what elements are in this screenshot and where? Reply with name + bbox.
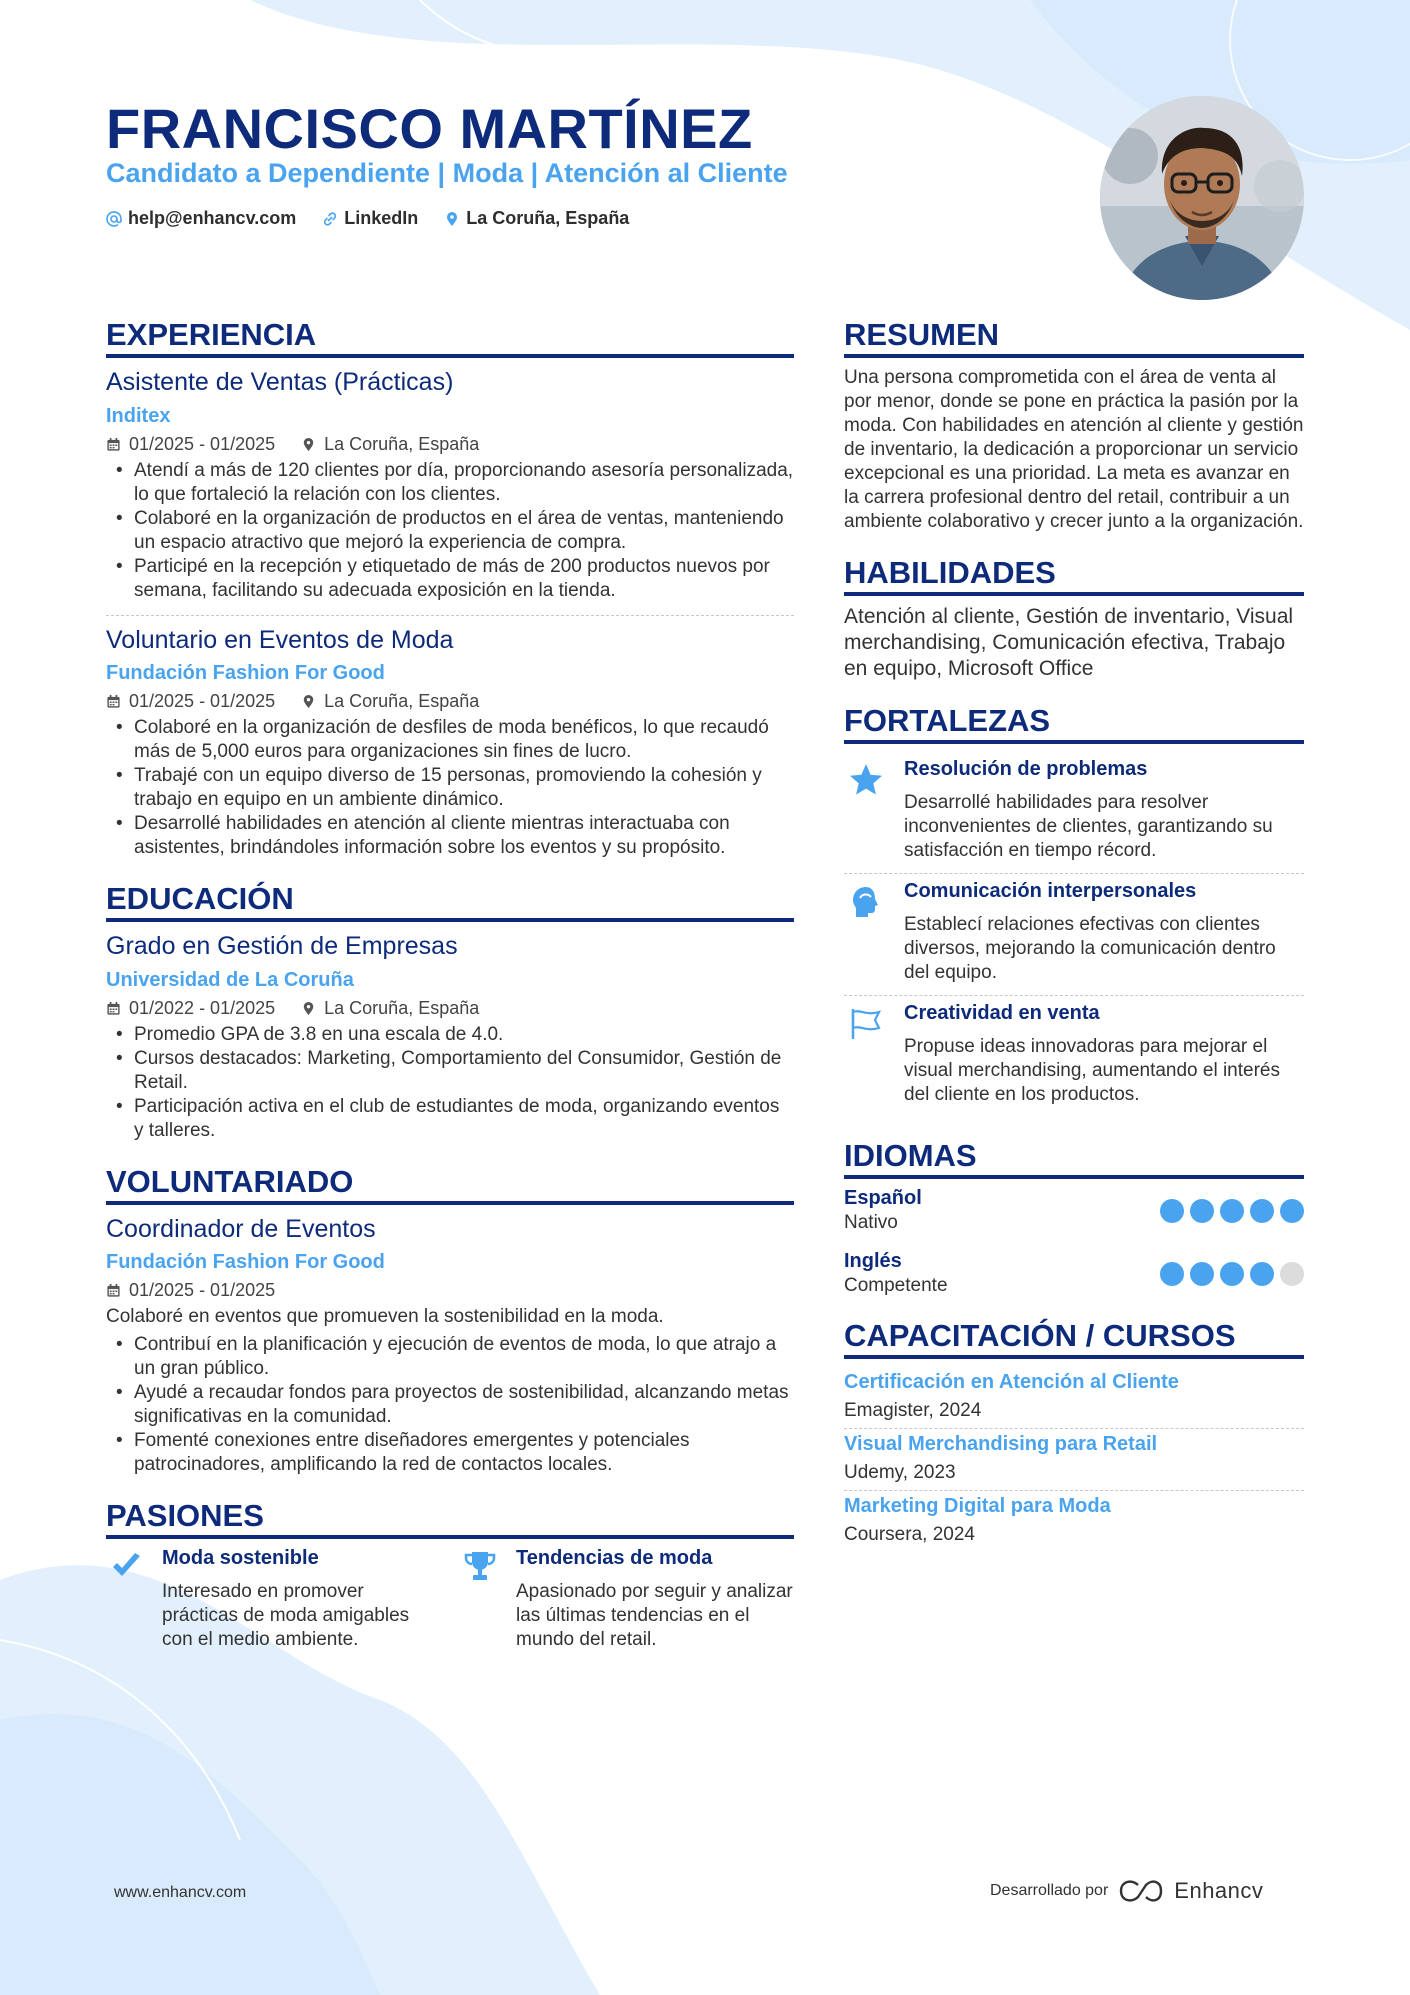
passion-item bbox=[106, 1547, 440, 1652]
course-item bbox=[844, 1491, 1304, 1552]
rating-dot-filled bbox=[1160, 1199, 1184, 1223]
course-meta: Coursera, 2024 bbox=[844, 1524, 975, 1546]
language-item bbox=[844, 1187, 1304, 1234]
contact-email[interactable] bbox=[106, 208, 296, 229]
entry-location: La Coruña, España bbox=[324, 997, 480, 1018]
bullet-list bbox=[106, 1023, 794, 1143]
rating-dot-filled bbox=[1280, 1199, 1304, 1223]
link-icon bbox=[322, 211, 338, 227]
strength-title: Creatividad en venta bbox=[904, 1002, 1100, 1025]
course-title: Certificación en Atención al Cliente bbox=[844, 1371, 1179, 1394]
bullet-item: • Atendí a más de 120 clientes por día, proporcionando asesoría personalizada, lo que fortaleció la relación con los clientes. bbox=[106, 459, 794, 507]
candidate-subtitle: Candidato a Dependiente | Moda | Atención al Cliente bbox=[106, 158, 788, 188]
course-title: Visual Merchandising para Retail bbox=[844, 1433, 1158, 1456]
bullet-list bbox=[106, 716, 794, 860]
strength-text: Propuse ideas innovadoras para mejorar el visual merchandising, aumentando el interés del cliente en los productos. bbox=[904, 1036, 1280, 1106]
rating-dot-filled bbox=[1220, 1199, 1244, 1223]
languages-section bbox=[844, 1139, 1304, 1297]
entry-meta bbox=[106, 1280, 794, 1301]
section-title: RESUMEN bbox=[844, 318, 1304, 358]
entry-dates: 01/2025 - 01/2025 bbox=[129, 433, 276, 454]
strength-text: Desarrollé habilidades para resolver inconvenientes de clientes, garantizando su satisfacción en tiempo récord. bbox=[904, 792, 1273, 862]
bullet-item: • Colaboré en la organización de productos en el área de ventas, manteniendo un espacio atractivo que mejoró la experiencia de compra. bbox=[106, 507, 794, 555]
location-text: La Coruña, España bbox=[466, 208, 630, 228]
language-level: Competente bbox=[844, 1275, 948, 1297]
language-rating bbox=[1160, 1262, 1304, 1286]
footer-website[interactable]: www.enhancv.com bbox=[114, 1884, 247, 1901]
company-name: Inditex bbox=[106, 404, 171, 427]
avatar bbox=[1100, 96, 1304, 300]
trophy-icon bbox=[463, 1549, 497, 1583]
entry-location: La Coruña, España bbox=[324, 691, 480, 712]
entry-divider bbox=[106, 615, 794, 616]
section-title: VOLUNTARIADO bbox=[106, 1165, 794, 1205]
contact-linkedin[interactable] bbox=[322, 208, 418, 229]
location-pin-icon bbox=[301, 437, 316, 452]
calendar-icon bbox=[106, 1001, 121, 1016]
passions-list bbox=[106, 1547, 794, 1652]
section-title: CAPACITACIÓN / CURSOS bbox=[844, 1319, 1304, 1359]
contact-location bbox=[444, 208, 629, 229]
education-section bbox=[106, 882, 794, 1143]
volunteer-role: Coordinador de Eventos bbox=[106, 1214, 376, 1243]
passion-text: Interesado en promover prácticas de moda amigables con el medio ambiente. bbox=[162, 1581, 410, 1651]
rating-dot-filled bbox=[1250, 1262, 1274, 1286]
section-title: HABILIDADES bbox=[844, 556, 1304, 596]
course-title: Marketing Digital para Moda bbox=[844, 1495, 1111, 1518]
course-item bbox=[844, 1429, 1304, 1490]
entry-meta bbox=[106, 691, 794, 712]
rating-dot-filled bbox=[1160, 1262, 1184, 1286]
right-column bbox=[844, 318, 1304, 1574]
location-pin-icon bbox=[301, 1001, 316, 1016]
bullet-item: • Contribuí en la planificación y ejecución de eventos de moda, lo que atrajo a un gran público. bbox=[106, 1333, 794, 1381]
left-column bbox=[106, 318, 794, 1674]
email-text: help@enhancv.com bbox=[128, 208, 297, 228]
job-title: Asistente de Ventas (Prácticas) bbox=[106, 368, 454, 397]
at-icon bbox=[106, 211, 122, 227]
degree-title: Grado en Gestión de Empresas bbox=[106, 932, 458, 961]
entry-dates: 01/2025 - 01/2025 bbox=[129, 1280, 276, 1301]
bullet-list bbox=[106, 459, 794, 603]
bullet-item: • Participación activa en el club de estudiantes de moda, organizando eventos y talleres. bbox=[106, 1095, 794, 1143]
strength-item bbox=[844, 874, 1304, 995]
course-meta: Emagister, 2024 bbox=[844, 1400, 982, 1422]
rating-dot-filled bbox=[1190, 1262, 1214, 1286]
entry-location: La Coruña, España bbox=[324, 433, 480, 454]
footer-branding bbox=[990, 1878, 1263, 1904]
strength-text: Establecí relaciones efectivas con clientes diversos, mejorando la comunicación dentro del equipo. bbox=[904, 914, 1276, 984]
star-icon bbox=[848, 762, 884, 798]
course-meta: Udemy, 2023 bbox=[844, 1462, 956, 1484]
experience-section bbox=[106, 318, 794, 860]
location-pin-icon bbox=[444, 211, 460, 227]
powered-by-text: Desarrollado por bbox=[990, 1882, 1109, 1899]
language-name: Español bbox=[844, 1187, 922, 1210]
entry-meta bbox=[106, 434, 794, 455]
passion-item bbox=[460, 1547, 794, 1652]
brand-name: Enhancv bbox=[1174, 1878, 1264, 1903]
rating-dot-filled bbox=[1190, 1199, 1214, 1223]
passion-title: Moda sostenible bbox=[162, 1547, 319, 1570]
strength-item bbox=[844, 752, 1304, 873]
calendar-icon bbox=[106, 1283, 121, 1298]
skills-section bbox=[844, 556, 1304, 682]
skills-text: Atención al cliente, Gestión de inventario, Visual merchandising, Comunicación efectiva, Trabajo en equipo, Microsoft Office bbox=[844, 605, 1294, 681]
job-title: Voluntario en Eventos de Moda bbox=[106, 625, 454, 654]
section-title: FORTALEZAS bbox=[844, 704, 1304, 744]
check-icon bbox=[109, 1549, 143, 1583]
section-title: PASIONES bbox=[106, 1499, 794, 1539]
language-level: Nativo bbox=[844, 1212, 898, 1234]
entry-description: Colaboré en eventos que promueven la sostenibilidad en la moda. bbox=[106, 1306, 664, 1328]
section-title: EXPERIENCIA bbox=[106, 318, 794, 358]
bullet-list bbox=[106, 1333, 794, 1477]
courses-section bbox=[844, 1319, 1304, 1552]
bullet-item: • Desarrollé habilidades en atención al cliente mientras interactuaba con asistentes, brindándoles información sobre los eventos y su propósito. bbox=[106, 812, 794, 860]
language-name: Inglés bbox=[844, 1250, 902, 1273]
linkedin-text: LinkedIn bbox=[344, 208, 419, 228]
rating-dot-filled bbox=[1250, 1199, 1274, 1223]
enhancv-logo-icon bbox=[1118, 1879, 1164, 1903]
section-title: IDIOMAS bbox=[844, 1139, 1304, 1179]
summary-text: Una persona comprometida con el área de venta al por menor, donde se pone en práctica la pasión por la moda. Con habilidades en atención al cliente y gestión de inventario, la dedicación a proporcionar un servicio excepcional es una prioridad. La meta es avanzar en la carrera profesional dentro del retail, contribuir a un ambiente colaborativo y crecer junto a la organización. bbox=[844, 367, 1304, 533]
passion-text: Apasionado por seguir y analizar las últimas tendencias en el mundo del retail. bbox=[516, 1581, 793, 1651]
passions-section bbox=[106, 1499, 794, 1652]
location-pin-icon bbox=[301, 694, 316, 709]
entry-meta bbox=[106, 998, 794, 1019]
strength-title: Resolución de problemas bbox=[904, 758, 1148, 781]
calendar-icon bbox=[106, 437, 121, 452]
course-item bbox=[844, 1367, 1304, 1428]
language-rating bbox=[1160, 1199, 1304, 1223]
school-name: Universidad de La Coruña bbox=[106, 968, 354, 991]
language-item bbox=[844, 1250, 1304, 1297]
organization-name: Fundación Fashion For Good bbox=[106, 1251, 385, 1274]
strength-item bbox=[844, 996, 1304, 1117]
company-name: Fundación Fashion For Good bbox=[106, 662, 385, 685]
bullet-item: • Promedio GPA de 3.8 en una escala de 4.0. bbox=[106, 1023, 794, 1047]
strength-title: Comunicación interpersonales bbox=[904, 880, 1197, 903]
contact-bar bbox=[106, 208, 629, 229]
bullet-item: • Cursos destacados: Marketing, Comportamiento del Consumidor, Gestión de Retail. bbox=[106, 1047, 794, 1095]
entry-dates: 01/2025 - 01/2025 bbox=[129, 691, 276, 712]
passion-title: Tendencias de moda bbox=[516, 1547, 713, 1570]
strengths-section bbox=[844, 704, 1304, 1117]
bullet-item: • Ayudé a recaudar fondos para proyectos de sostenibilidad, alcanzando metas significativas en la comunidad. bbox=[106, 1381, 794, 1429]
candidate-name: FRANCISCO MARTÍNEZ bbox=[106, 97, 753, 160]
bullet-item: • Trabajé con un equipo diverso de 15 personas, promoviendo la cohesión y trabajo en equipo en un ambiente dinámico. bbox=[106, 764, 794, 812]
experience-entry bbox=[106, 624, 794, 861]
head-icon bbox=[848, 884, 884, 920]
flag-icon bbox=[848, 1006, 884, 1042]
bullet-item: • Colaboré en la organización de desfiles de moda benéficos, lo que recaudó más de 5,000 euros para organizaciones sin fines de lucro. bbox=[106, 716, 794, 764]
bullet-item: • Fomenté conexiones entre diseñadores emergentes y potenciales patrocinadores, amplificando la red de contactos locales. bbox=[106, 1429, 794, 1477]
summary-section bbox=[844, 318, 1304, 534]
section-title: EDUCACIÓN bbox=[106, 882, 794, 922]
rating-dot-empty bbox=[1280, 1262, 1304, 1286]
bullet-item: • Participé en la recepción y etiquetado de más de 200 productos nuevos por semana, facilitando su adecuada exposición en la tienda. bbox=[106, 555, 794, 603]
volunteering-section bbox=[106, 1165, 794, 1478]
rating-dot-filled bbox=[1220, 1262, 1244, 1286]
calendar-icon bbox=[106, 694, 121, 709]
experience-entry bbox=[106, 366, 794, 603]
entry-dates: 01/2022 - 01/2025 bbox=[129, 997, 276, 1018]
